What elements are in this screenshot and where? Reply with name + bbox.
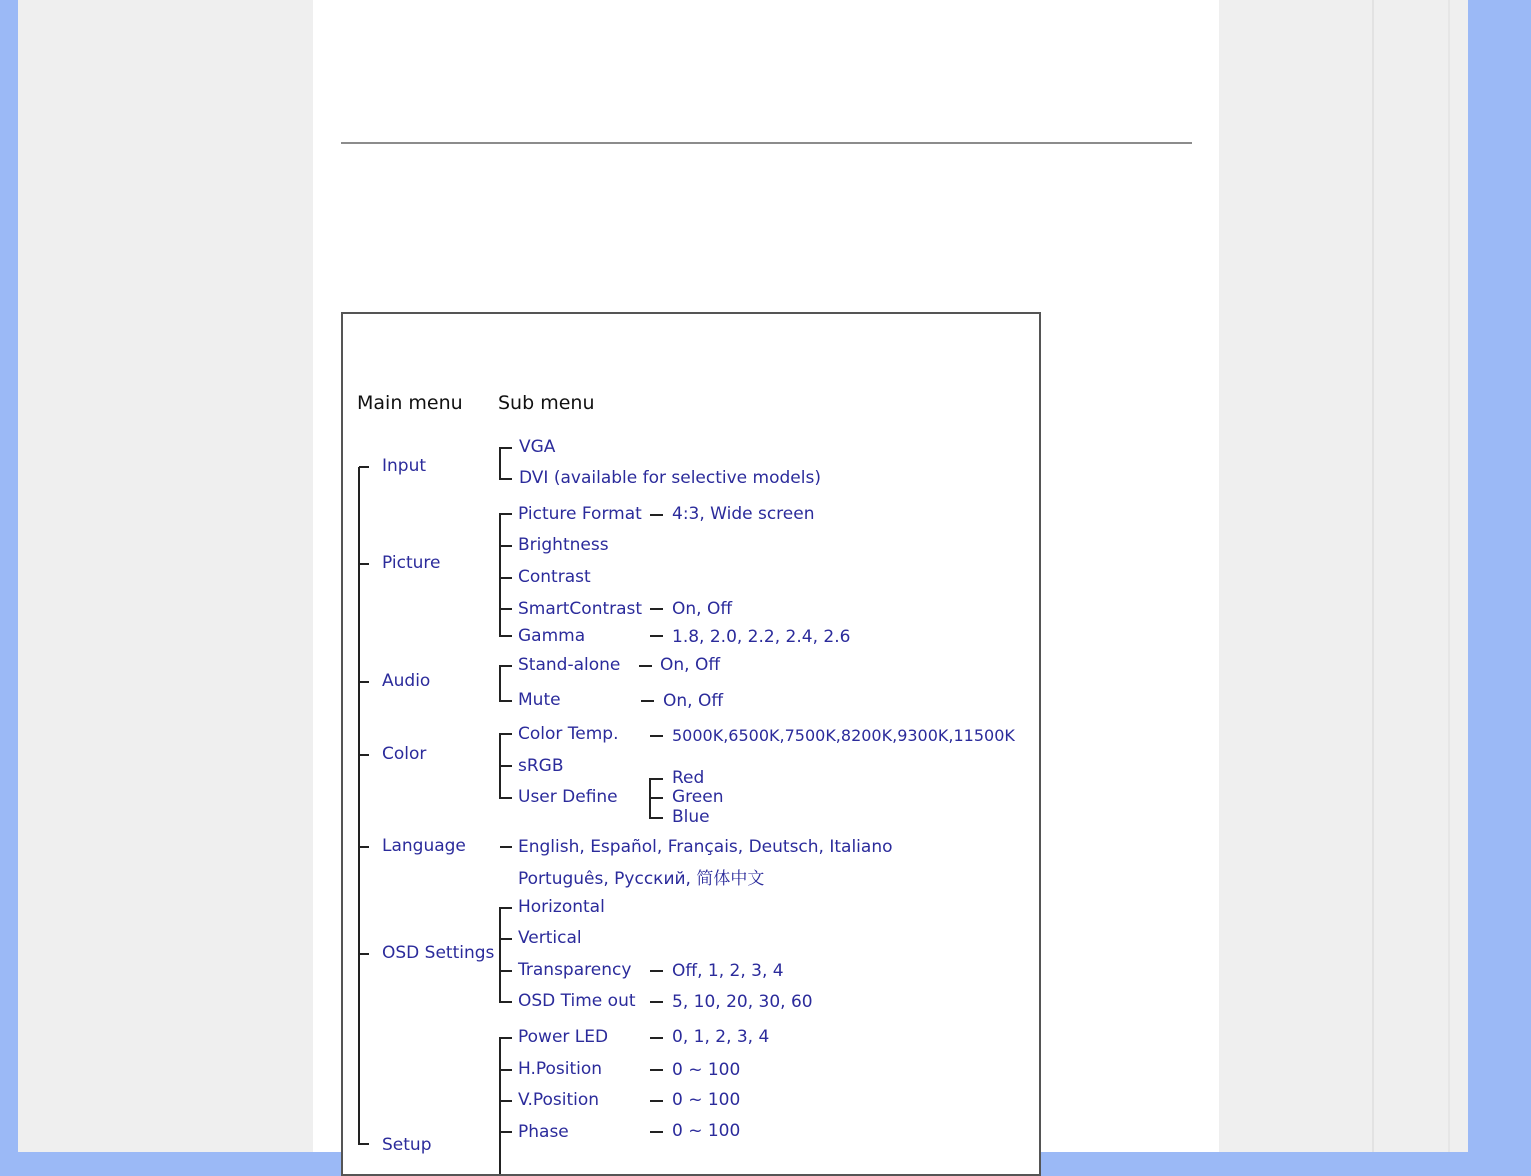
submenu-dvi: DVI (available for selective models): [519, 468, 821, 488]
submenu-vertical: Vertical: [518, 928, 582, 948]
submenu-osd-timeout: OSD Time out: [518, 991, 636, 1011]
menu-setup: Setup: [382, 1135, 432, 1155]
mute-values: On, Off: [663, 691, 724, 711]
power-led-values: 0, 1, 2, 3, 4: [672, 1027, 770, 1047]
picture-format-values: 4:3, Wide screen: [672, 504, 815, 524]
user-define-red: Red: [672, 768, 705, 788]
color-temp-values: 5000K,6500K,7500K,8200K,9300K,11500K: [672, 726, 1015, 745]
submenu-standalone: Stand-alone: [518, 655, 621, 675]
menu-picture: Picture: [382, 553, 441, 573]
submenu-user-define: User Define: [518, 787, 618, 807]
submenu-picture-format: Picture Format: [518, 504, 642, 524]
submenu-power-led: Power LED: [518, 1027, 609, 1047]
submenu-contrast: Contrast: [518, 567, 591, 587]
submenu-srgb: sRGB: [518, 756, 564, 776]
submenu-brightness: Brightness: [518, 535, 609, 555]
language-list-line1: English, Español, Français, Deutsch, Italiano: [518, 837, 893, 857]
horizontal-rule: [341, 142, 1192, 144]
osd-timeout-values: 5, 10, 20, 30, 60: [672, 992, 813, 1012]
language-list-line2: Português, Русский, 简体中文: [518, 869, 765, 889]
standalone-values: On, Off: [660, 655, 721, 675]
submenu-phase: Phase: [518, 1122, 569, 1142]
submenu-hposition: H.Position: [518, 1059, 603, 1079]
transparency-values: Off, 1, 2, 3, 4: [672, 961, 784, 981]
phase-values: 0 ~ 100: [672, 1121, 741, 1141]
side-panel-divider: [1372, 0, 1374, 1152]
submenu-vposition: V.Position: [518, 1090, 600, 1110]
submenu-transparency: Transparency: [518, 960, 632, 980]
menu-color: Color: [382, 744, 427, 764]
gamma-values: 1.8, 2.0, 2.2, 2.4, 2.6: [672, 627, 851, 647]
menu-input: Input: [382, 456, 427, 476]
user-define-blue: Blue: [672, 807, 710, 827]
vposition-values: 0 ~ 100: [672, 1090, 741, 1110]
osd-menu-tree-diagram: [341, 312, 1041, 1176]
submenu-gamma: Gamma: [518, 626, 586, 646]
submenu-smartcontrast: SmartContrast: [518, 599, 643, 619]
side-panel-edge: [1448, 0, 1450, 1152]
hposition-values: 0 ~ 100: [672, 1060, 741, 1080]
smartcontrast-values: On, Off: [672, 599, 733, 619]
submenu-mute: Mute: [518, 690, 561, 710]
document-page: [313, 0, 1219, 1155]
menu-audio: Audio: [382, 671, 431, 691]
menu-language: Language: [382, 836, 466, 856]
submenu-vga: VGA: [519, 437, 556, 457]
user-define-green: Green: [672, 787, 724, 807]
sub-menu-heading: Sub menu: [498, 392, 595, 414]
menu-osd-settings: OSD Settings: [382, 943, 495, 963]
submenu-color-temp: Color Temp.: [518, 724, 619, 744]
main-menu-heading: Main menu: [357, 392, 463, 414]
submenu-horizontal: Horizontal: [518, 897, 605, 917]
